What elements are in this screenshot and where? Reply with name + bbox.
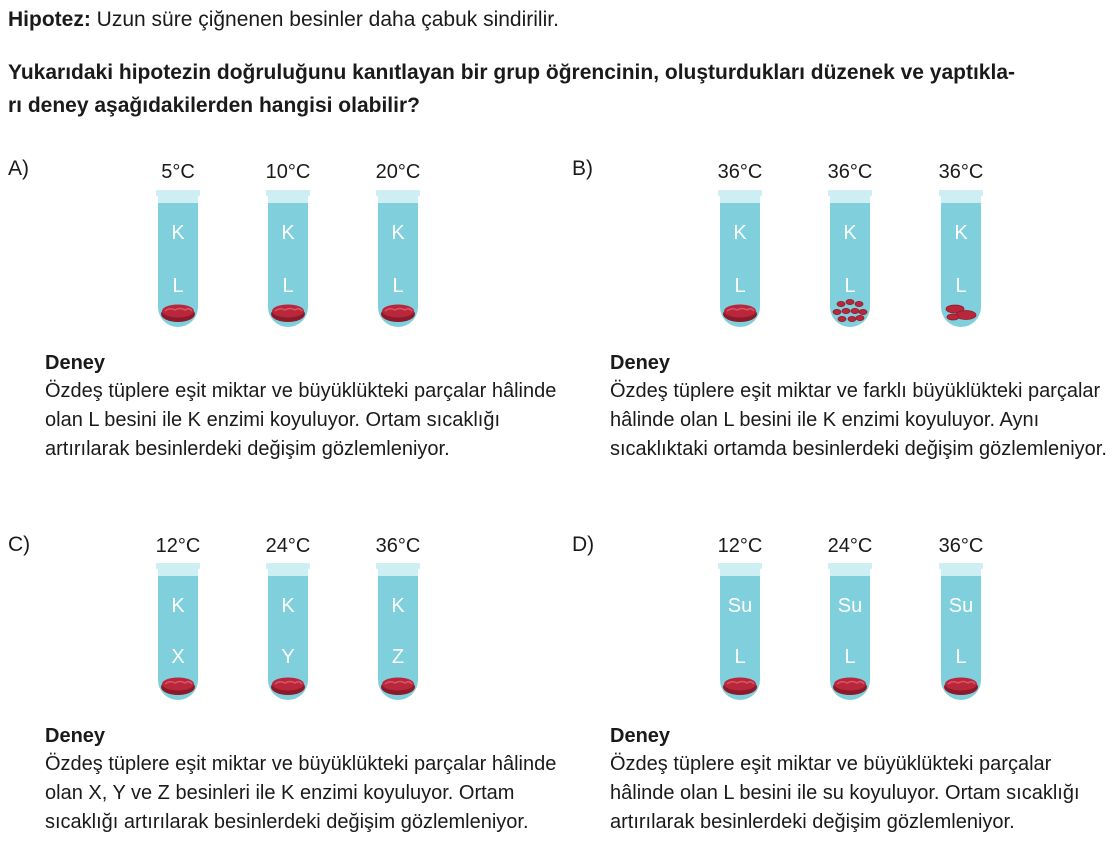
option-c-line-1: Özdeş tüplere eşit miktar ve büyüklükteki parçalar hâlinde bbox=[45, 753, 557, 775]
tube-bottom-label: X bbox=[171, 646, 185, 668]
question-line-1: Yukarıdaki hipotezin doğruluğunu kanıtlayan bir grup öğrencinin, oluşturdukları düzenek ve yaptıkla- bbox=[8, 61, 1015, 84]
option-c-line-3: sıcaklığı artırılarak besinlerdeki değişim gözlemleniyor. bbox=[45, 811, 529, 833]
option-c-tube-1 bbox=[155, 563, 201, 703]
option-a-tube-3 bbox=[375, 190, 421, 330]
tube-top-label: K bbox=[391, 595, 405, 617]
option-d-deney-text bbox=[610, 750, 1116, 837]
option-a-line-3: artırılarak besinlerdeki değişim gözlemleniyor. bbox=[45, 438, 450, 460]
option-c-tube-2-temp: 24°C bbox=[265, 535, 311, 557]
test-tube-icon bbox=[938, 563, 984, 703]
tube-bottom-label: L bbox=[282, 275, 294, 297]
test-tube-icon bbox=[375, 563, 421, 703]
option-d-line-1: Özdeş tüplere eşit miktar ve büyüklükteki parçalar bbox=[610, 753, 1052, 775]
test-tube-icon bbox=[265, 563, 311, 703]
option-c-deney-text bbox=[45, 750, 565, 837]
option-a-tube-1 bbox=[155, 190, 201, 330]
option-b-deney-title: Deney bbox=[610, 352, 671, 374]
tube-bottom-label: Y bbox=[281, 646, 295, 668]
option-b-tube-3 bbox=[938, 190, 984, 330]
option-a-line-2: olan L besini ile K enzimi koyuluyor. Ortam sıcaklığı bbox=[45, 409, 501, 431]
tube-top-label: Su bbox=[727, 595, 753, 617]
hypothesis-text: Uzun süre çiğnenen besinler daha çabuk sindirilir. bbox=[90, 8, 559, 31]
tube-top-label: Su bbox=[837, 595, 863, 617]
option-c-tube-3-temp: 36°C bbox=[375, 535, 421, 557]
option-a-tube-3-temp: 20°C bbox=[375, 161, 421, 183]
option-a-tube-1-temp: 5°C bbox=[161, 161, 195, 183]
test-tube-icon bbox=[827, 563, 873, 703]
option-b-tube-2 bbox=[827, 190, 873, 330]
hypothesis-label: Hipotez: bbox=[8, 8, 91, 31]
option-d-tube-1 bbox=[717, 563, 763, 703]
option-b-tube-1-temp: 36°C bbox=[717, 161, 763, 183]
option-c-tube-1-temp: 12°C bbox=[155, 535, 201, 557]
test-tube-icon bbox=[155, 563, 201, 703]
tube-top-label: K bbox=[281, 595, 295, 617]
hypothesis bbox=[8, 8, 559, 32]
option-c-deney-title: Deney bbox=[45, 725, 106, 747]
tube-top-label: K bbox=[171, 222, 185, 244]
tube-top-label: Su bbox=[948, 595, 974, 617]
option-a-deney-text bbox=[45, 377, 565, 464]
option-a-deney-title: Deney bbox=[45, 352, 106, 374]
option-a-line-1: Özdeş tüplere eşit miktar ve büyüklükteki parçalar hâlinde bbox=[45, 380, 557, 402]
test-tube-icon bbox=[827, 190, 873, 330]
option-a-tube-2 bbox=[265, 190, 311, 330]
option-a-letter[interactable]: A) bbox=[8, 157, 29, 180]
tube-top-label: K bbox=[954, 222, 968, 244]
test-tube-icon bbox=[375, 190, 421, 330]
option-d-tube-1-temp: 12°C bbox=[717, 535, 763, 557]
question-stem bbox=[8, 56, 1108, 122]
tube-bottom-label: L bbox=[844, 275, 856, 297]
tube-top-label: K bbox=[843, 222, 857, 244]
tube-bottom-label: L bbox=[392, 275, 404, 297]
option-d-line-3: artırılarak besinlerdeki değişim gözlemleniyor. bbox=[610, 811, 1015, 833]
option-a-tube-2-temp: 10°C bbox=[265, 161, 311, 183]
tube-top-label: K bbox=[391, 222, 405, 244]
option-c-letter[interactable]: C) bbox=[8, 533, 31, 556]
option-b-line-1: Özdeş tüplere eşit miktar ve farklı büyüklükteki parçalar bbox=[610, 380, 1101, 402]
tube-top-label: K bbox=[733, 222, 747, 244]
tube-bottom-label: L bbox=[955, 646, 967, 668]
option-b-tube-2-temp: 36°C bbox=[827, 161, 873, 183]
option-b-tube-3-temp: 36°C bbox=[938, 161, 984, 183]
test-tube-icon bbox=[155, 190, 201, 330]
tube-bottom-label: L bbox=[172, 275, 184, 297]
option-d-tube-2-temp: 24°C bbox=[827, 535, 873, 557]
option-c-tube-3 bbox=[375, 563, 421, 703]
option-b-deney-text bbox=[610, 377, 1116, 464]
tube-bottom-label: Z bbox=[391, 646, 405, 668]
option-d-letter[interactable]: D) bbox=[572, 533, 595, 556]
option-c-line-2: olan X, Y ve Z besinleri ile K enzimi koyuluyor. Ortam bbox=[45, 782, 515, 804]
tube-bottom-label: L bbox=[734, 275, 746, 297]
option-b-line-3: sıcaklıktaki ortamda besinlerdeki değişim gözlemleniyor. bbox=[610, 438, 1107, 460]
option-d-line-2: hâlinde olan L besini ile su koyuluyor. Ortam sıcaklığı bbox=[610, 782, 1080, 804]
tube-top-label: K bbox=[171, 595, 185, 617]
option-b-line-2: hâlinde olan L besini ile K enzimi koyuluyor. Aynı bbox=[610, 409, 1040, 431]
tube-bottom-label: L bbox=[844, 646, 856, 668]
option-b-letter[interactable]: B) bbox=[572, 157, 593, 180]
option-d-tube-3 bbox=[938, 563, 984, 703]
test-tube-icon bbox=[938, 190, 984, 330]
test-tube-icon bbox=[717, 190, 763, 330]
test-tube-icon bbox=[265, 190, 311, 330]
option-b-tube-1 bbox=[717, 190, 763, 330]
option-d-tube-2 bbox=[827, 563, 873, 703]
question-line-2: rı deney aşağıdakilerden hangisi olabilir? bbox=[8, 94, 420, 117]
tube-top-label: K bbox=[281, 222, 295, 244]
tube-bottom-label: L bbox=[955, 275, 967, 297]
test-tube-icon bbox=[717, 563, 763, 703]
tube-bottom-label: L bbox=[734, 646, 746, 668]
option-d-deney-title: Deney bbox=[610, 725, 671, 747]
option-d-tube-3-temp: 36°C bbox=[938, 535, 984, 557]
option-c-tube-2 bbox=[265, 563, 311, 703]
